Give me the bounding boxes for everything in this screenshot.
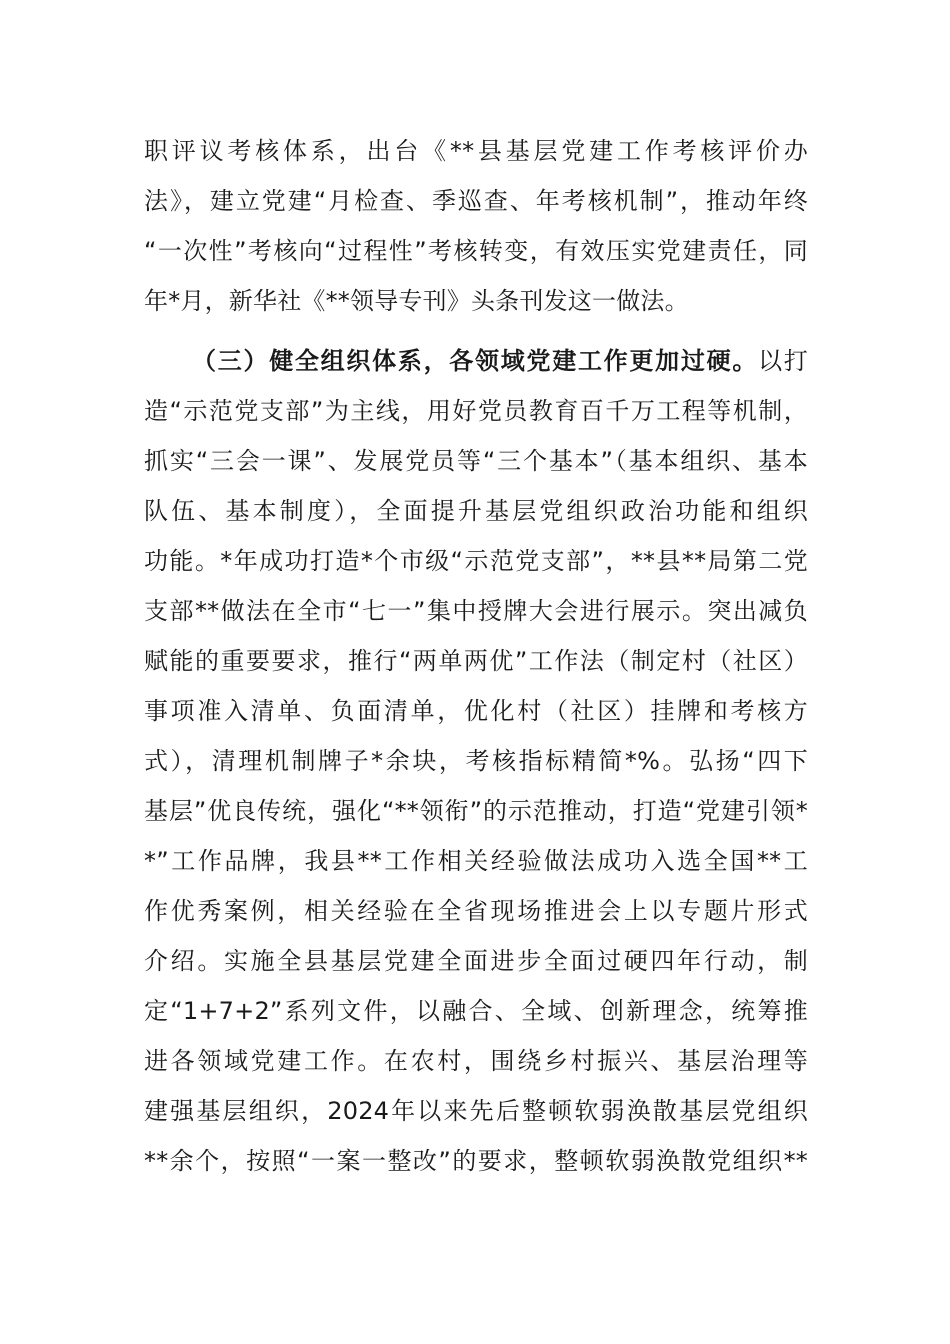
paragraph-line: 赋能的重要要求，推行“两单两优”工作法（制定村（社区） <box>144 647 808 675</box>
paragraph-line: *”工作品牌，我县**工作相关经验做法成功入选全国**工 <box>144 847 808 875</box>
paragraph-line: 式），清理机制牌子*余块，考核指标精简*%。弘扬“四下 <box>144 747 808 775</box>
paragraph-line: 事项准入清单、负面清单，优化村（社区）挂牌和考核方 <box>144 697 808 725</box>
paragraph-line: **余个，按照“一案一整改”的要求，整顿软弱涣散党组织** <box>144 1147 808 1175</box>
paragraph-line: 定“1+7+2”系列文件，以融合、全域、创新理念，统筹推 <box>144 997 808 1025</box>
paragraph-line: 支部**做法在全市“七一”集中授牌大会进行展示。突出减负 <box>144 597 808 625</box>
section-heading: （三）健全组织体系，各领域党建工作更加过硬。 <box>192 347 759 375</box>
paragraph-line: 进各领域党建工作。在农村，围绕乡村振兴、基层治理等 <box>144 1047 808 1075</box>
paragraph-organization-system <box>144 336 808 1186</box>
paragraph-line: 法》，建立党建“月检查、季巡查、年考核机制”，推动年终 <box>144 187 808 215</box>
paragraph-line: “一次性”考核向“过程性”考核转变，有效压实党建责任，同 <box>144 237 808 265</box>
paragraph-line: 功能。*年成功打造*个市级“示范党支部”，**县**局第二党 <box>144 547 808 575</box>
paragraph-line: 年*月，新华社《**领导专刊》头条刊发这一做法。 <box>144 287 689 315</box>
paragraph-line: 介绍。实施全县基层党建全面进步全面过硬四年行动，制 <box>144 947 808 975</box>
paragraph-line: 抓实“三会一课”、发展党员等“三个基本”（基本组织、基本 <box>144 447 808 475</box>
paragraph-line: 队伍、基本制度），全面提升基层党组织政治功能和组织 <box>144 497 808 525</box>
paragraph-text: 以打 <box>758 347 808 375</box>
paragraph-line: 职评议考核体系，出台《**县基层党建工作考核评价办 <box>144 137 808 165</box>
paragraph-line: 基层”优良传统，强化“**领衔”的示范推动，打造“党建引领* <box>144 797 808 825</box>
paragraph-line: 造“示范党支部”为主线，用好党员教育百千万工程等机制， <box>144 397 808 425</box>
paragraph-assessment <box>144 126 808 326</box>
paragraph-line: 建强基层组织，2024年以来先后整顿软弱涣散基层党组织 <box>144 1097 808 1125</box>
paragraph-first-line <box>144 336 808 386</box>
paragraph-line: 作优秀案例，相关经验在全省现场推进会上以专题片形式 <box>144 897 808 925</box>
